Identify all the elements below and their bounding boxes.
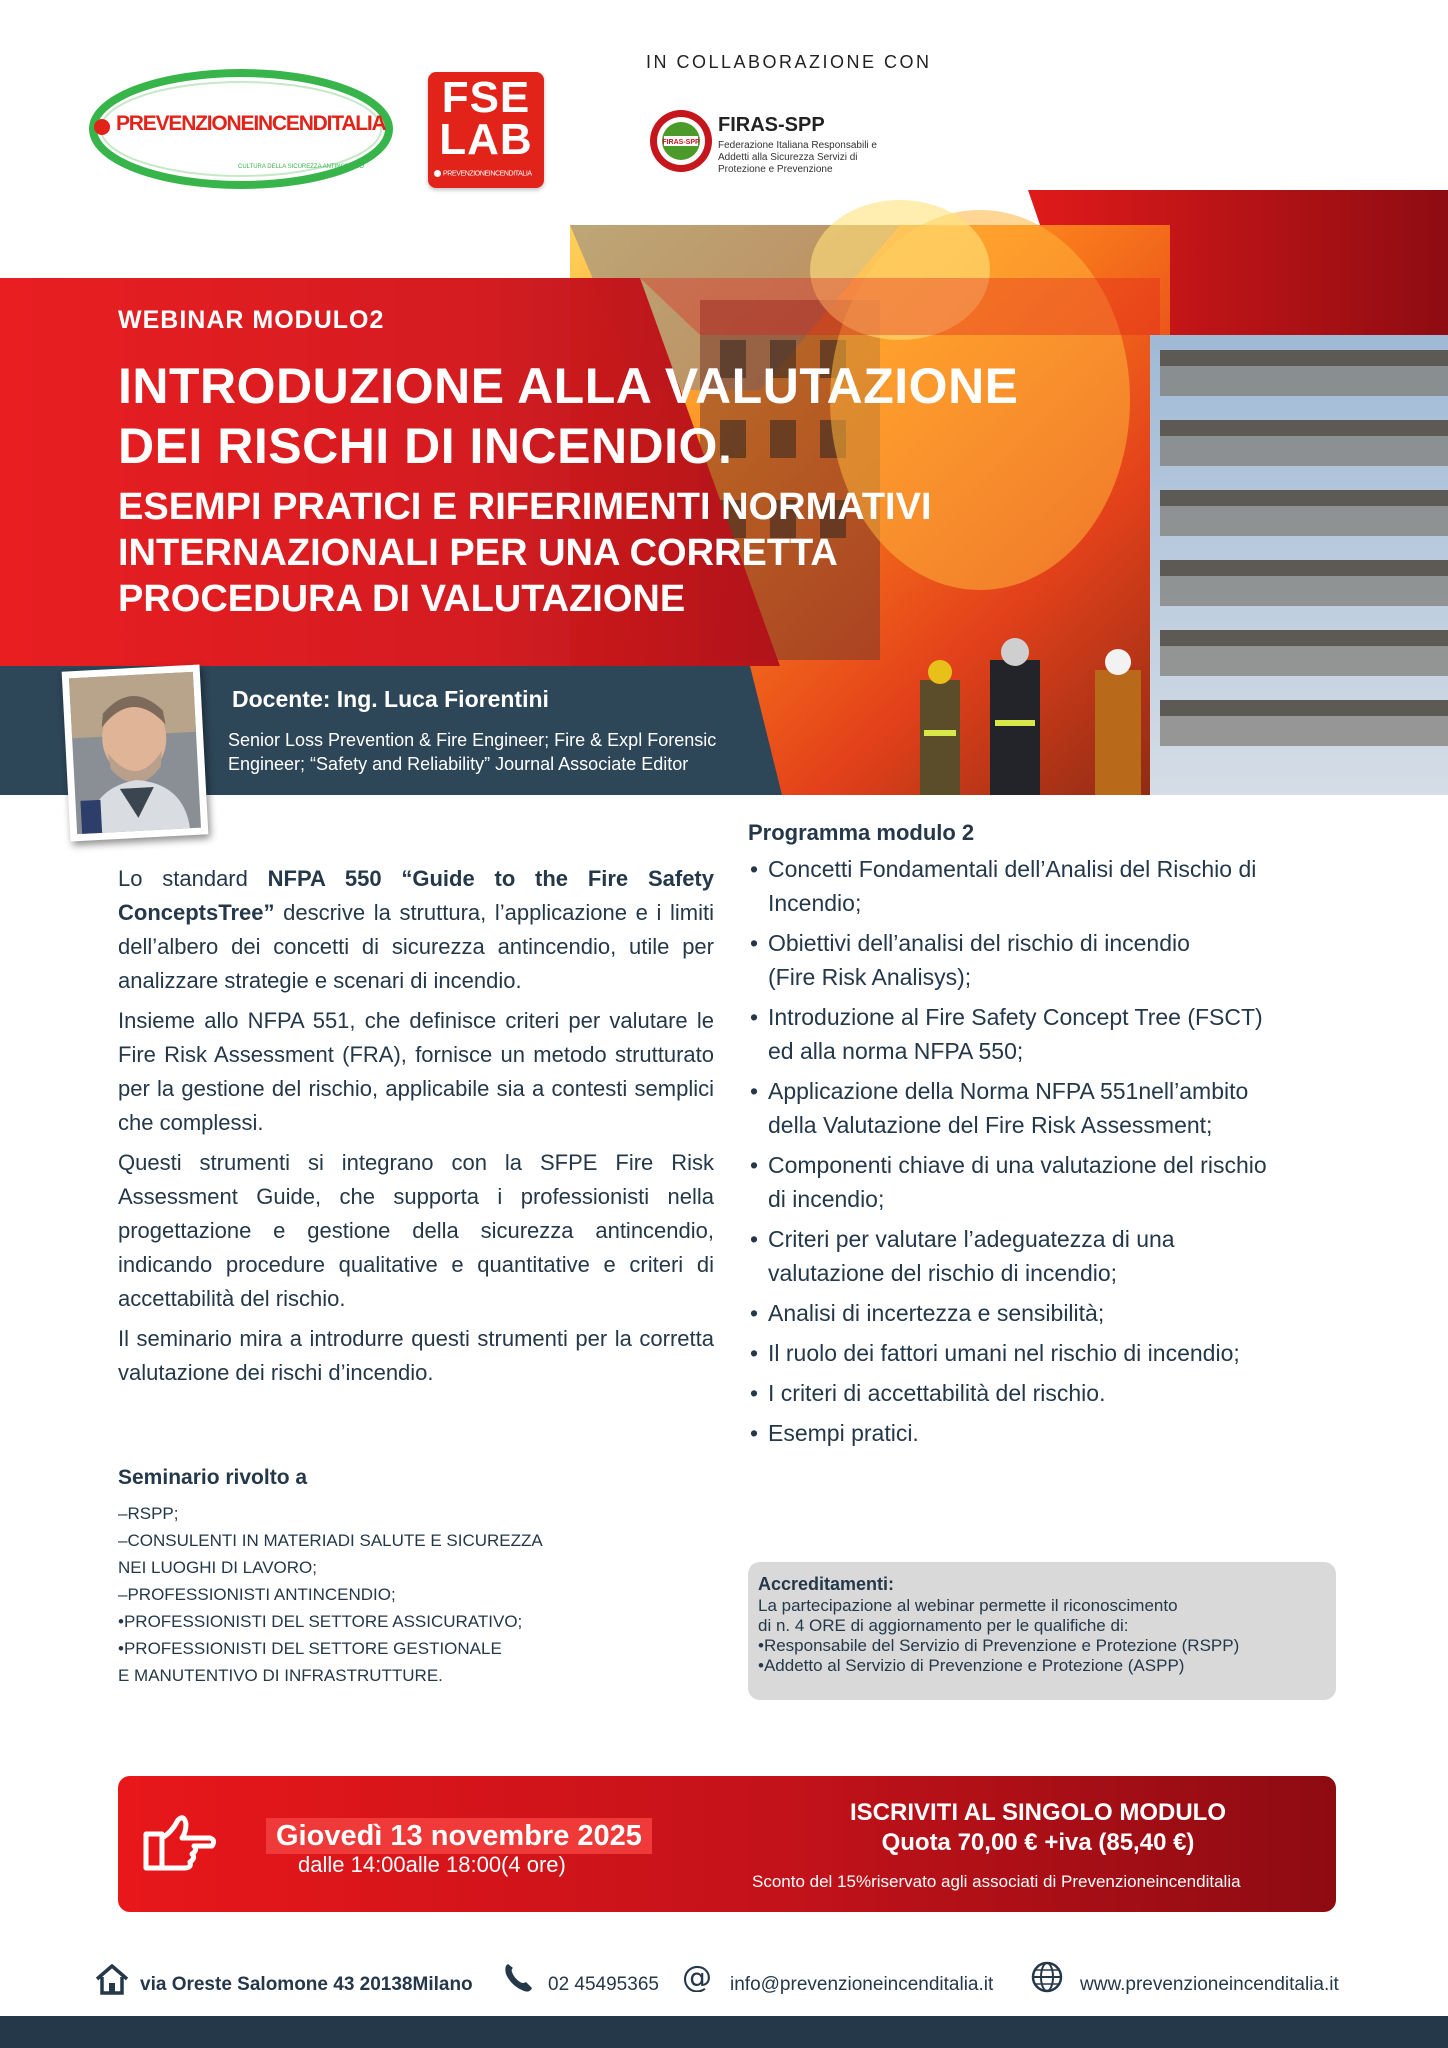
subtitle-line-2: INTERNAZIONALI PER UNA CORRETTA [118,532,838,574]
title-line-1: INTRODUZIONE ALLA VALUTAZIONE [118,358,1019,414]
docente-photo [62,665,209,842]
programma-item: • Applicazione della Norma NFPA 551nell’ambito della Valutazione del Fire Risk Assessment; [748,1074,1348,1142]
at-icon [682,1962,712,1992]
accreditamenti-line: La partecipazione al webinar permette il riconoscimento [758,1596,1178,1615]
collaboration-label: IN COLLABORAZIONE CON [646,52,932,72]
subtitle-line-3: PROCEDURA DI VALUTAZIONE [118,578,686,620]
intro-paragraph-2: Insieme allo NFPA 551, che definisce criteri per valutare le Fire Risk Assessment (FRA), fornisce un metodo strutturato per la gestione del rischio, applicabile sia a contesti semplici che complessi. [118,1008,714,1135]
accreditamenti-line: •Responsabile del Servizio di Prevenzione e Protezione (RSPP) [758,1636,1240,1655]
prevenzione-logo-text: PREVENZIONEINCENDITALIA [116,112,386,135]
phone-icon [502,1960,534,1994]
register-cta[interactable] [738,1798,1338,1858]
home-icon [94,1962,130,1996]
registration-banner[interactable] [118,1776,1336,1912]
programma-section [748,820,1348,1456]
fse-lab-logo [428,72,544,188]
target-line: E MANUTENTIVO DI INFRASTRUTTURE. [118,1666,443,1685]
intro-paragraph-4: Il seminario mira a introdurre questi strumenti per la corretta valutazione dei rischi d’incendio. [118,1326,714,1385]
accreditamenti-line: di n. 4 ORE di aggiornamento per le qualifiche di: [758,1616,1129,1635]
footer-bar [0,2016,1448,2048]
prevenzione-logo-tagline: CULTURA DELLA SICUREZZA ANTINCENDIO [238,164,364,170]
target-line: –RSPP; [118,1504,179,1523]
accreditamenti-line: •Addetto al Servizio di Prevenzione e Protezione (ASPP) [758,1656,1185,1675]
title-line-2: DEI RISCHI DI INCENDIO. [118,418,733,474]
accreditamenti-box [748,1562,1336,1700]
prevenzione-logo [88,68,394,190]
docente-name: Docente: Ing. Luca Fiorentini [232,686,549,712]
fse-logo-line1: FSE [441,73,531,122]
firas-logo [648,108,908,178]
intro-paragraph-3: Questi strumenti si integrano con la SFPE Fire Risk Assessment Guide, che supporta i professionisti nella progettazione e gestione della sicurezza antincendio, indicando procedure qualitative e quantitative e criteri di accettabilità del rischio. [118,1150,714,1311]
accreditamenti-body [758,1596,1333,1676]
hero-title [118,356,1078,622]
programma-item: • Il ruolo dei fattori umani nel rischio di incendio; [748,1336,1348,1370]
footer-phone[interactable]: 02 45495365 [548,1974,659,1995]
programma-item: • Obiettivi dell’analisi del rischio di incendio (Fire Risk Analisys); [748,926,1348,994]
subtitle-line-1: ESEMPI PRATICI E RIFERIMENTI NORMATIVI [118,486,932,528]
price-label: Quota 70,00 € +iva (85,40 €) [881,1829,1195,1856]
docente-role-line-2: Engineer; “Safety and Reliability” Journal Associate Editor [228,754,689,774]
event-time: dalle 14:00alle 18:00(4 ore) [298,1852,566,1877]
footer-website[interactable]: www.prevenzioneincenditalia.it [1080,1974,1339,1995]
globe-icon [1030,1960,1064,1994]
firas-title: FIRAS-SPP [718,114,825,136]
docente-role-line-1: Senior Loss Prevention & Fire Engineer; Fire & Expl Forensic [228,730,717,750]
programma-item: • Analisi di incertezza e sensibilità; [748,1296,1348,1330]
footer-address: via Oreste Salomone 43 20138Milano [140,1974,473,1995]
target-line: –CONSULENTI IN MATERIADI SALUTE E SICUREZZA [118,1531,543,1550]
intro-text [118,862,714,1396]
programma-item: • Componenti chiave di una valutazione del rischio di incendio; [748,1148,1348,1216]
svg-text:@: @ [682,1962,712,1992]
fse-logo-line2: LAB [439,115,533,164]
programma-title: Programma modulo 2 [748,820,975,845]
register-cta-label[interactable]: ISCRIVITI AL SINGOLO MODULO [849,1799,1226,1826]
target-line: NEI LUOGHI DI LAVORO; [118,1558,318,1577]
target-title: Seminario rivolto a [118,1466,308,1489]
intro-paragraph-1: Lo standard NFPA 550 “Guide to the Fire Safety ConceptsTree” descrive la struttura, l’applicazione e i limiti dell’albero dei concetti di sicurezza antincendio, utile per analizzare strategie e scenari di incendio. [118,866,714,993]
target-line: •PROFESSIONISTI DEL SETTORE ASSICURATIVO; [118,1612,523,1631]
fse-logo-sub: PREVENZIONEINCENDITALIA [434,170,542,177]
docente-role [228,728,768,776]
footer-email[interactable]: info@prevenzioneincenditalia.it [730,1974,994,1995]
event-date: Giovedì 13 novembre 2025 [266,1818,652,1854]
target-line: –PROFESSIONISTI ANTINCENDIO; [118,1585,396,1604]
programma-item: • Criteri per valutare l’adeguatezza di una valutazione del rischio di incendio; [748,1222,1348,1290]
accreditamenti-title: Accreditamenti: [758,1574,895,1594]
firas-subtitle: Federazione Italiana Responsabili e Addetti alla Sicurezza Servizi di Protezione e Prevenzione [718,140,877,175]
webinar-kicker: WEBINAR MODULO2 [118,306,385,334]
programma-list [748,852,1348,1450]
firas-seal-icon [648,108,714,174]
programma-item: • Concetti Fondamentali dell’Analisi del Rischio di Incendio; [748,852,1348,920]
pointing-hand-icon [142,1810,218,1876]
programma-item: • Esempi pratici. [748,1416,1348,1450]
seminario-rivolto-section [118,1466,678,1689]
discount-note: Sconto del 15%riservato agli associati di Prevenzioneincenditalia [752,1872,1241,1891]
nfpa-550-title: NFPA 550 “Guide to the Fire Safety ConceptsTree” [118,866,714,925]
svg-text:FIRAS-SPP: FIRAS-SPP [662,139,700,146]
programma-item: • Introduzione al Fire Safety Concept Tree (FSCT) ed alla norma NFPA 550; [748,1000,1348,1068]
target-line: •PROFESSIONISTI DEL SETTORE GESTIONALE [118,1639,502,1658]
programma-item: • I criteri di accettabilità del rischio. [748,1376,1348,1410]
